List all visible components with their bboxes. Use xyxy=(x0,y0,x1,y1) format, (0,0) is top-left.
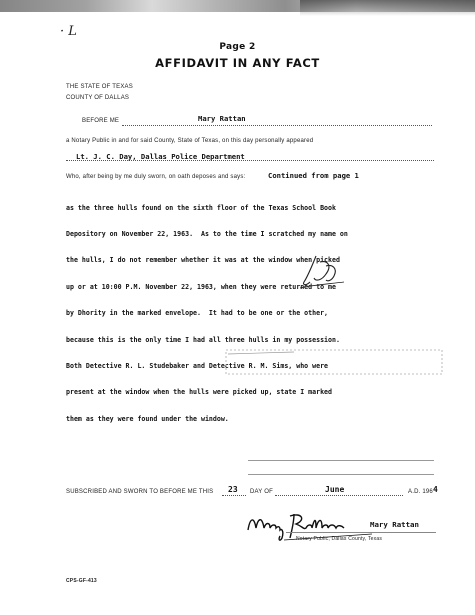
statement-line: Depository on November 22, 1963. As to the time I scratched my name on xyxy=(66,229,348,238)
before-me-line xyxy=(122,125,432,126)
before-me-label: BEFORE ME xyxy=(82,118,120,124)
continued-note: Continued from page 1 xyxy=(268,171,359,180)
statement-line: because this is the only time I had all three hulls in my possession. xyxy=(66,335,340,344)
form-number: CPS-GF-413 xyxy=(66,578,97,584)
subscribed-month: June xyxy=(325,485,345,494)
ad-label: A.D. 196 xyxy=(408,489,433,495)
notary-line xyxy=(286,532,436,533)
county-label: COUNTY OF DALLAS xyxy=(66,95,130,101)
statement-line: by Dhority in the marked envelope. It had to be one or the other, xyxy=(66,309,329,318)
statement-line: the hulls, I do not remember whether it was at the window when picked xyxy=(66,256,340,265)
subscribed-label: SUBSCRIBED AND SWORN TO BEFORE ME THIS xyxy=(66,489,214,495)
statement-line: Both Detective R. L. Studebaker and Detective R. M. Sims, who were xyxy=(66,361,329,370)
day-of-label: DAY OF xyxy=(250,489,273,495)
month-line xyxy=(275,495,403,496)
statement-line: them as they were found under the window. xyxy=(66,414,229,423)
notary-title: Notary Public, Dallas County, Texas xyxy=(296,536,383,542)
document-title: AFFIDAVIT IN ANY FACT xyxy=(155,56,320,70)
notary-clause: a Notary Public in and for said County, State of Texas, on this day personally appeared xyxy=(66,138,314,144)
handwritten-mark: · L xyxy=(60,24,77,39)
page-label: Page 2 xyxy=(219,42,256,52)
scan-edge-shadow-right xyxy=(300,0,475,16)
notary-typed-name: Mary Rattan xyxy=(370,520,419,529)
statement-line: as the three hulls found on the sixth floor of the Texas School Book xyxy=(66,203,336,212)
oath-label: Who, after being by me duly sworn, on oath deposes and says: xyxy=(66,174,246,180)
day-line xyxy=(222,495,246,496)
state-label: THE STATE OF TEXAS xyxy=(66,84,133,90)
year-digit: 4 xyxy=(433,485,438,494)
stamp-remnant xyxy=(224,346,444,376)
statement-line: up or at 10:00 P.M. November 22, 1963, when they were returned to me xyxy=(66,282,336,291)
blank-line-2 xyxy=(248,474,434,475)
subscribed-day: 23 xyxy=(228,485,238,494)
initials-signature xyxy=(298,252,348,292)
statement-text xyxy=(66,186,466,432)
affiant-name: Lt. J. C. Day, Dallas Police Department xyxy=(76,152,245,161)
before-me-name: Mary Rattan xyxy=(198,114,246,123)
blank-line-1 xyxy=(248,460,434,461)
statement-line: present at the window when the hulls were picked up, state I marked xyxy=(66,388,332,397)
